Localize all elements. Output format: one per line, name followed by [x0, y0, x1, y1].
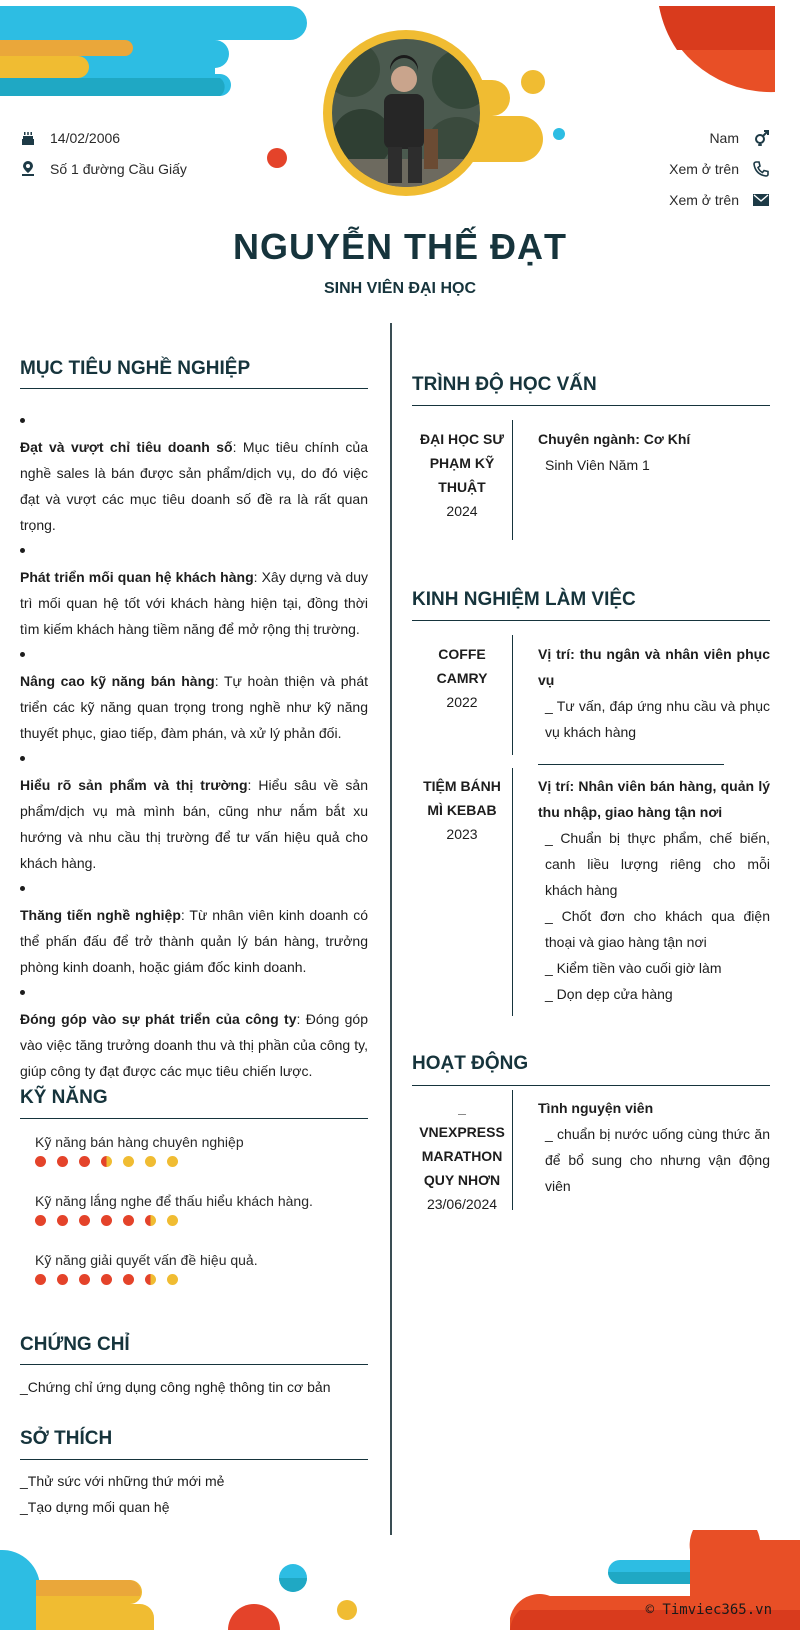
full-name: NGUYỄN THẾ ĐẠT [232, 226, 567, 267]
rating-dot [35, 1274, 46, 1285]
job-duty: _ Chốt đơn cho khách qua điện thoại và giao hàng tận nơi [545, 908, 770, 950]
experience-section-title: KINH NGHIỆM LÀM VIỆC [412, 589, 636, 610]
activity-timeline-bar [512, 1090, 513, 1210]
activities-section-rule [412, 1085, 770, 1086]
skill-item [35, 1134, 244, 1167]
education-note: Sinh Viên Năm 1 [545, 457, 650, 473]
address-row [20, 153, 187, 184]
skill-name: Kỹ năng lắng nghe để thấu hiểu khách hàng. [35, 1193, 313, 1209]
experience-detail [538, 773, 770, 1007]
envelope-icon [752, 192, 770, 208]
gender-icon [752, 130, 770, 146]
activity-org [412, 1096, 512, 1216]
rating-dot [35, 1215, 46, 1226]
birthday-row [20, 122, 187, 153]
job-title: SINH VIÊN ĐẠI HỌC [323, 280, 476, 297]
major: Chuyên ngành: Cơ Khí [538, 431, 691, 447]
skill-name: Kỹ năng giải quyết vấn đề hiệu quả. [35, 1252, 258, 1268]
hobby-item: _Tạo dựng mối quan hệ [20, 1499, 170, 1515]
job-duty: _ Kiểm tiền vào cuối giờ làm [545, 960, 722, 976]
goals-section-title: MỤC TIÊU NGHỀ NGHIỆP [20, 358, 251, 379]
birthday-text: 14/02/2006 [50, 129, 121, 146]
rating-dot [79, 1274, 90, 1285]
bullet-icon [20, 876, 368, 902]
company-name: TIỆM BÁNH MÌ KEBAB [423, 778, 501, 818]
skill-item [35, 1193, 313, 1226]
rating-dot [101, 1274, 112, 1285]
rating-dot [167, 1156, 178, 1167]
education-detail [538, 426, 770, 478]
experience-org [412, 774, 512, 846]
bottom-left-cloud-decoration [0, 1540, 380, 1630]
bullet-icon [20, 408, 368, 434]
rating-dot [79, 1156, 90, 1167]
gender-text: Nam [709, 129, 739, 146]
watermark: © Timviec365.vn [645, 1602, 772, 1618]
certificate-item: _Chứng chỉ ứng dụng công nghệ thông tin cơ bản [20, 1379, 331, 1395]
goal-item: Đóng góp vào sự phát triển của công ty: Đóng góp vào việc tăng trưởng doanh thu và thị phần của công ty, giúp công ty đạt được các mục tiêu chiến lược. [20, 980, 368, 1084]
job-position: Vị trí: thu ngân và nhân viên phục vụ [538, 646, 770, 688]
experience-detail [538, 641, 770, 745]
rating-dot [79, 1215, 90, 1226]
school-year: 2024 [446, 503, 478, 519]
job-duty: _ Chuẩn bị thực phẩm, chế biến, canh liều lượng riêng cho mỗi khách hàng [545, 830, 770, 898]
company-name: COFFE CAMRY [436, 646, 488, 686]
job-duty: _ Dọn dẹp cửa hàng [545, 986, 673, 1002]
rating-dot [35, 1156, 46, 1167]
hobbies-section-rule [20, 1459, 368, 1460]
company-year: 2023 [446, 826, 478, 842]
rating-dot [145, 1274, 156, 1285]
rating-dot [123, 1274, 134, 1285]
experience-timeline-bar [512, 768, 513, 1016]
experience-timeline-bar [512, 635, 513, 755]
rating-dot [167, 1215, 178, 1226]
goals-section-rule [20, 388, 368, 389]
rating-dot [101, 1215, 112, 1226]
activity-detail [538, 1095, 770, 1199]
avatar [332, 39, 480, 187]
activity-date: 23/06/2024 [426, 1196, 498, 1212]
school-name: ĐẠI HỌC SƯ PHẠM KỸ THUẬT [420, 431, 504, 495]
email-text: Xem ở trên [669, 191, 739, 208]
address-text: Số 1 đường Cầu Giấy [50, 160, 187, 177]
skill-rating [35, 1156, 244, 1167]
goal-item: Phát triển mối quan hệ khách hàng: Xây dựng và duy trì mối quan hệ tốt với khách hàng hiện tại, đồng thời tìm kiếm khách hàng tiềm năng để mở rộng thị trường. [20, 538, 368, 642]
skills-section-rule [20, 1118, 368, 1119]
column-divider [390, 323, 392, 1535]
goal-item: Thăng tiến nghề nghiệp: Từ nhân viên kinh doanh có thể phấn đấu để trở thành quản lý bán hàng, trưởng phòng kinh doanh, hoặc giám đốc kinh doanh. [20, 876, 368, 980]
certificates-section-title: CHỨNG CHỈ [20, 1334, 130, 1355]
phone-icon [752, 161, 770, 177]
bullet-icon [20, 538, 368, 564]
rating-dot [145, 1215, 156, 1226]
phone-text: Xem ở trên [669, 160, 739, 177]
skills-section-title: KỸ NĂNG [20, 1087, 108, 1108]
bullet-icon [20, 746, 368, 772]
phone-row [669, 153, 770, 184]
rating-dot [167, 1274, 178, 1285]
bullet-icon [20, 980, 368, 1006]
experience-section-rule [412, 620, 770, 621]
skill-name: Kỹ năng bán hàng chuyên nghiệp [35, 1134, 244, 1150]
education-section-title: TRÌNH ĐỘ HỌC VẤN [412, 374, 597, 395]
rating-dot [57, 1274, 68, 1285]
skill-rating [35, 1274, 258, 1285]
contact-right [669, 122, 770, 215]
goals-list [20, 408, 368, 1084]
contact-left [20, 122, 187, 184]
skill-item [35, 1252, 258, 1285]
bullet-icon [20, 642, 368, 668]
experience-separator [538, 764, 724, 765]
rating-dot [123, 1215, 134, 1226]
map-marker-icon [20, 161, 36, 177]
certificates-section-rule [20, 1364, 368, 1365]
hobbies-section-title: SỞ THÍCH [20, 1428, 113, 1449]
rating-dot [101, 1156, 112, 1167]
company-year: 2022 [446, 694, 478, 710]
cake-icon [20, 130, 36, 146]
education-timeline-bar [512, 420, 513, 540]
top-right-circle-decoration [659, 0, 800, 96]
activity-task: _ chuẩn bị nước uống cùng thức ăn để bổ sung cho nhưng vận động viên [545, 1126, 770, 1194]
rating-dot [57, 1215, 68, 1226]
activity-name: _ VNEXPRESS MARATHON QUY NHƠN [419, 1100, 505, 1188]
gender-row [669, 122, 770, 153]
rating-dot [145, 1156, 156, 1167]
job-duty: _ Tư vấn, đáp ứng nhu cầu và phục vụ khách hàng [545, 698, 770, 740]
activity-role: Tình nguyện viên [538, 1100, 654, 1116]
education-section-rule [412, 405, 770, 406]
goal-item: Đạt và vượt chỉ tiêu doanh số: Mục tiêu chính của nghề sales là bán được sản phẩm/dịch vụ, do đó việc đạt và vượt các mục tiêu doanh số đề ra là rất quan trọng. [20, 408, 368, 538]
goal-item: Hiểu rõ sản phẩm và thị trường: Hiểu sâu về sản phẩm/dịch vụ mà mình bán, cũng như nắm bắt xu hướng và nhu cầu thị trường để tư vấn hiệu quả cho khách hàng. [20, 746, 368, 876]
rating-dot [57, 1156, 68, 1167]
activities-section-title: HOẠT ĐỘNG [412, 1053, 529, 1074]
email-row [669, 184, 770, 215]
skill-rating [35, 1215, 313, 1226]
education-school [412, 427, 512, 523]
job-position: Vị trí: Nhân viên bán hàng, quản lý thu nhập, giao hàng tận nơi [538, 778, 770, 820]
experience-org [412, 642, 512, 714]
hobby-item: _Thử sức với những thứ mới mẻ [20, 1473, 225, 1489]
rating-dot [123, 1156, 134, 1167]
goal-item: Nâng cao kỹ năng bán hàng: Tự hoàn thiện và phát triển các kỹ năng quan trọng trong nghề như kỹ năng thuyết phục, giao tiếp, đàm phán, và xử lý phản đối. [20, 642, 368, 746]
